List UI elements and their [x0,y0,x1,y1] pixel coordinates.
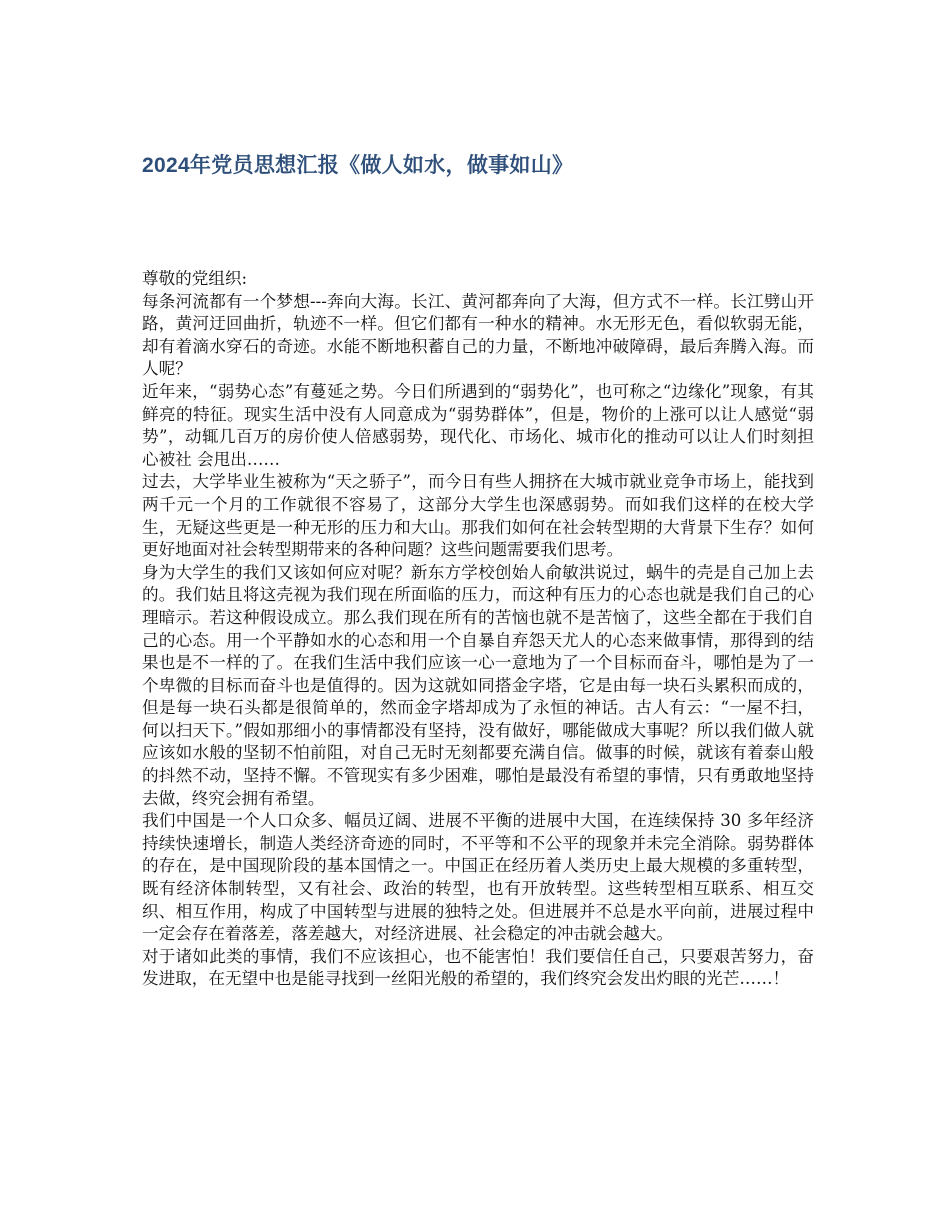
paragraph-5: 我们中国是一个人口众多、幅员辽阔、进展不平衡的进展中大国，在连续保持 30 多年经济持续快速增长，制造人类经济奇迹的同时，不平等和不公平的现象并未完全消除。弱势群体的存在，是中国现阶段的基本国情之一。中国正在经历着人类历史上最大规模的多重转型，既有经济体制转型，又有社会、政治的转型，也有开放转型。这些转型相互联系、相互交织、相互作用，构成了中国转型与进展的独特之处。但进展并不总是水平向前，进展过程中一定会存在着落差，落差越大，对经济进展、社会稳定的冲击就会越大。 [142,811,814,944]
paragraph-4: 身为大学生的我们又该如何应对呢？新东方学校创始人俞敏洪说过，蜗牛的壳是自己加上去的。我们姑且将这壳视为我们现在所面临的压力，而这种有压力的心态也就是我们自己的心理暗示。若这种假设成立。那么我们现在所有的苦恼也就不是苦恼了，这些全都在于我们自己的心态。用一个平静如水的心态和用一个自暴自弃怨天尤人的心态来做事情，那得到的结果也是不一样的了。在我们生活中我们应该一心一意地为了一个目标而奋斗，哪怕是为了一个卑微的目标而奋斗也是值得的。因为这就如同搭金字塔，它是由每一块石头累积而成的，但是每一块石头都是很简单的，然而金字塔却成为了永恒的神话。古人有云：“一屋不扫，何以扫天下。”假如那细小的事情都没有坚持，没有做好，哪能做成大事呢？所以我们做人就应该如水般的坚韧不怕前阻，对自己无时无刻都要充满自信。做事的时候，就该有着泰山般的抖然不动，坚持不懈。不管现实有多少困难，哪怕是最没有希望的事情，只有勇敢地坚持去做，终究会拥有希望。 [142,562,814,808]
salutation: 尊敬的党组织: [142,269,248,288]
paragraph-1: 每条河流都有一个梦想---奔向大海。长江、黄河都奔向了大海，但方式不一样。长江劈山开路，黄河迂回曲折，轨迹不一样。但它们都有一种水的精神。水无形无色，看似软弱无能，却有着滴水穿石的奇迹。水能不断地积蓄自己的力量，不断地冲破障碍，最后奔腾入海。而人呢？ [142,291,814,379]
paragraph-3: 过去，大学毕业生被称为“天之骄子”，而今日有些人拥挤在大城市就业竞争市场上，能找到两千元一个月的工作就很不容易了，这部分大学生也深感弱势。而如我们这样的在校大学生，无疑这些更是一种无形的压力和大山。那我们如何在社会转型期的大背景下生存？如何更好地面对社会转型期带来的各种问题？这些问题需要我们思考。 [142,472,814,560]
paragraph-2: 近年来，“弱势心态”有蔓延之势。今日们所遇到的“弱势化”，也可称之“边缘化”现象，有其鲜亮的特征。现实生活中没有人同意成为“弱势群体”，但是，物价的上涨可以让人感觉“弱势”，动辄几百万的房价使人倍感弱势，现代化、市场化、城市化的推动可以让人们时刻担心被社 会甩出…… [142,381,814,469]
document-title: 2024年党员思想汇报《做人如水，做事如山》 [142,154,574,177]
document-body [142,268,814,991]
paragraph-6: 对于诸如此类的事情，我们不应该担心，也不能害怕！我们要信任自己，只要艰苦努力，奋发进取，在无望中也是能寻找到一丝阳光般的希望的，我们终究会发出灼眼的光芒……！ [142,946,814,989]
